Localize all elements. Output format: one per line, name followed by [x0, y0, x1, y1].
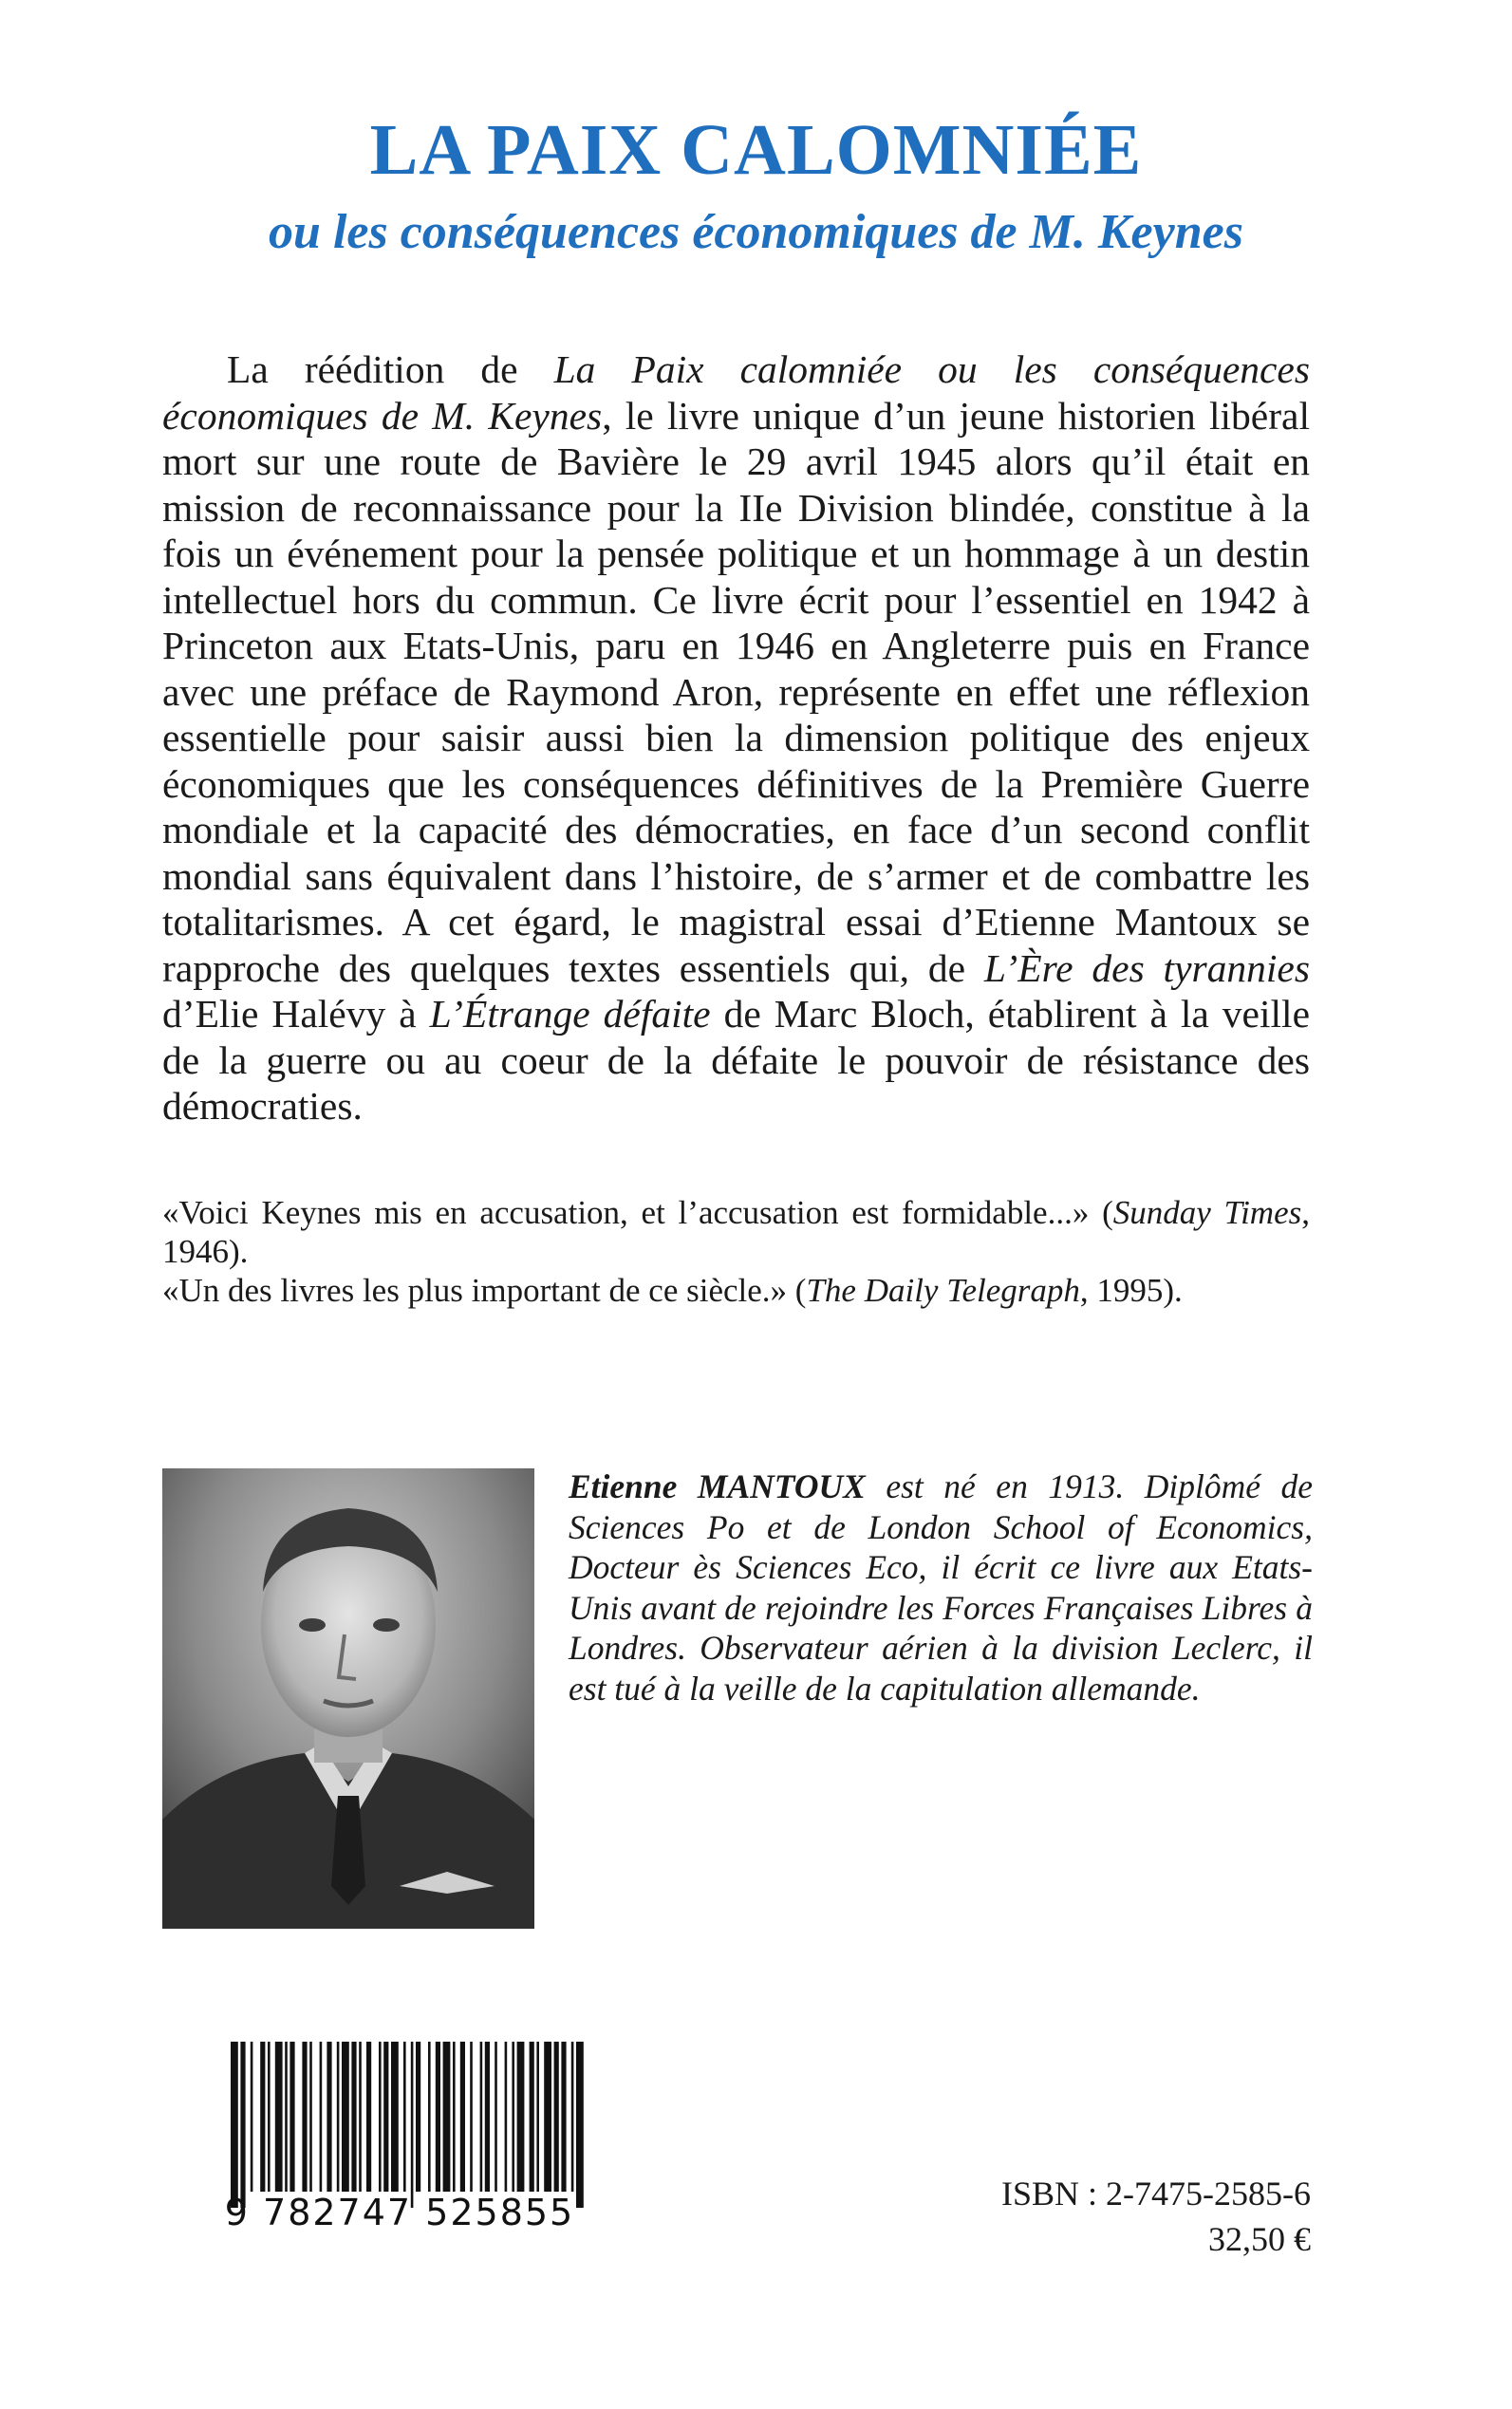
- barcode-bar: [460, 2042, 465, 2192]
- barcode-bar: [351, 2042, 356, 2192]
- barcode-bar: [383, 2042, 388, 2192]
- barcode-bar: [309, 2042, 312, 2192]
- quote-text: «Un des livres les plus important de ce siècle.» (: [162, 1272, 807, 1309]
- author-name: Etienne MANTOUX: [569, 1467, 866, 1505]
- barcode-bar: [554, 2042, 559, 2192]
- barcode-bar: [260, 2042, 265, 2192]
- book-subtitle: ou les conséquences économiques de M. Keynes: [269, 205, 1243, 259]
- book-title: LA PAIX CALOMNIÉE: [369, 110, 1143, 190]
- barcode-bar: [411, 2042, 414, 2208]
- barcode-bar: [530, 2042, 534, 2192]
- barcode-bar: [544, 2042, 551, 2192]
- portrait-illustration: [162, 1468, 534, 1929]
- barcode-digits: 9 782747 525855: [224, 2192, 575, 2229]
- summary-text-1: La réédition de: [227, 347, 554, 391]
- price: 32,50 €: [1208, 2220, 1311, 2258]
- barcode-bar: [512, 2042, 514, 2192]
- press-quotes: [162, 1193, 1310, 1310]
- quote-tail: , 1946).: [162, 1194, 1310, 1270]
- barcode-bar: [470, 2042, 473, 2192]
- barcode-bar: [320, 2042, 323, 2192]
- isbn: ISBN : 2-7475-2585-6: [1001, 2175, 1311, 2213]
- barcode-bar: [443, 2042, 451, 2192]
- press-quote: [162, 1193, 1310, 1271]
- quote-source: The Daily Telegraph: [806, 1272, 1080, 1309]
- author-bio: [569, 1466, 1313, 1709]
- barcode-bar: [240, 2042, 245, 2208]
- author-bio-text: est né en 1913. Diplômé de Sciences Po et de London School of Economics, Docteur ès Sciences Eco, il écrit ce livre aux Etats-Unis avant de rejoindre les Forces Françaises Libres à Londres. Observateur aérien à la division Leclerc, il est tué à la veille de la capitulation allemande.: [569, 1467, 1314, 1708]
- summary-text-3: d’Elie Halévy à: [162, 992, 430, 1036]
- summary-title-ref: La Paix calomniée ou les conséquences économiques de M. Keynes: [162, 347, 1310, 438]
- barcode-bar: [285, 2042, 288, 2192]
- press-quote: [162, 1271, 1310, 1310]
- barcode-bar: [268, 2042, 271, 2192]
- barcode: [204, 2042, 596, 2229]
- bloch-title-ref: L’Étrange défaite: [429, 992, 711, 1036]
- barcode-bar: [342, 2042, 349, 2192]
- barcode-bar: [403, 2042, 406, 2192]
- barcode-bar: [517, 2042, 525, 2192]
- barcode-bar: [480, 2042, 483, 2192]
- barcode-bar: [571, 2042, 574, 2192]
- barcode-bar: [576, 2042, 584, 2208]
- barcode-bar: [359, 2042, 362, 2192]
- barcode-bar: [536, 2042, 539, 2192]
- barcode-bar: [289, 2042, 294, 2192]
- barcode-bar: [251, 2042, 253, 2192]
- barcode-bar: [485, 2042, 490, 2192]
- barcode-bar: [337, 2042, 340, 2192]
- barcode-bar: [428, 2042, 431, 2192]
- summary-text-4: de Marc Bloch, établirent à la veille de la guerre ou au coeur de la défaite le pouvoir de résistance des démocraties.: [162, 992, 1310, 1128]
- barcode-bar: [495, 2042, 497, 2192]
- barcode-bar: [231, 2042, 238, 2208]
- barcode-bar: [505, 2042, 508, 2192]
- summary-paragraph: [162, 346, 1310, 1130]
- barcode-bar: [302, 2042, 307, 2192]
- quote-tail: , 1995).: [1079, 1272, 1183, 1309]
- barcode-bar: [453, 2042, 456, 2192]
- barcode-bar: [366, 2042, 371, 2192]
- summary-text-2: , le livre unique d’un jeune historien libéral mort sur une route de Bavière le 29 avril 1945 alors qu’il était en mission de reconnaissance pour la IIe Division blindée, constitue à la fois un événement pour la pensée politique et un hommage à un destin intellectuel hors du commun. Ce livre écrit pour l’essentiel en 1942 à Princeton aux Etats-Unis, paru en 1946 en Angleterre puis en France avec une préface de Raymond Aron, représente en effet une réflexion essentielle pour saisir aussi bien la dimension politique des enjeux économiques que les conséquences définitives de la Première Guerre mondiale et la capacité des démocraties, en face d’un second conflit mondial sans équivalent dans l’histoire, de s’armer et de combattre les totalitarismes. A cet égard, le magistral essai d’Etienne Mantoux se rapproche des quelques textes essentiels qui, de: [162, 393, 1310, 990]
- barcode-bar: [436, 2042, 440, 2192]
- barcode-bar: [416, 2042, 420, 2192]
- barcode-bar: [275, 2042, 283, 2192]
- barcode-bar: [327, 2042, 331, 2192]
- halevy-title-ref: L’Ère des tyrannies: [983, 945, 1310, 990]
- barcode-bar: [391, 2042, 399, 2192]
- barcode-bars: [231, 2042, 584, 2208]
- quote-text: «Voici Keynes mis en accusation, et l’accusation est formidable...» (: [162, 1194, 1113, 1231]
- author-portrait: [162, 1468, 534, 1929]
- barcode-bar: [561, 2042, 566, 2192]
- barcode-bar: [379, 2042, 382, 2192]
- quote-source: Sunday Times: [1112, 1194, 1302, 1231]
